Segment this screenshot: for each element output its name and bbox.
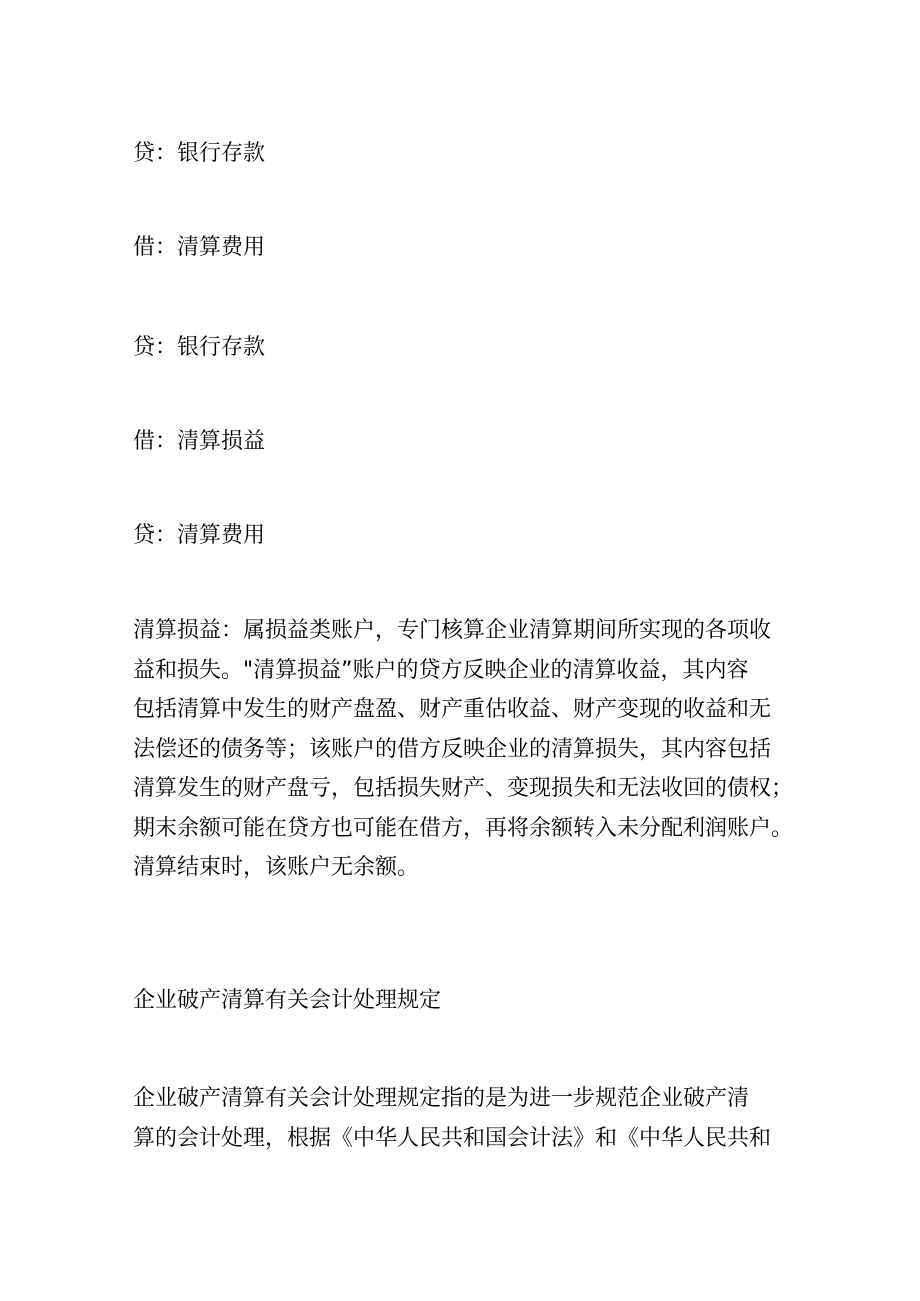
definition-line: 包括清算中发生的财产盘盈、财产重估收益、财产变现的收益和无 xyxy=(133,697,772,722)
definition-line: 益和损失。"清算损益”账户的贷方反映企业的清算收益，其内容 xyxy=(133,657,749,683)
section-title: 企业破产清算有关会计处理规定 xyxy=(133,988,442,1013)
definition-line: 清算结束时，该账户无余额。 xyxy=(133,855,420,880)
section-body-paragraph xyxy=(133,1079,813,1158)
definition-line: 清算发生的财产盘亏，包括损失财产、变现损失和无法收回的债权； xyxy=(133,776,794,801)
journal-entry-credit-bank-deposit-1: 贷：银行存款 xyxy=(133,141,266,166)
journal-entry-credit-liquidation-expense: 贷：清算费用 xyxy=(133,523,266,548)
journal-entry-debit-liquidation-profit-loss: 借：清算损益 xyxy=(133,429,266,454)
body-line: 企业破产清算有关会计处理规定指的是为进一步规范企业破产清 xyxy=(133,1086,750,1111)
definition-line: 法偿还的债务等；该账户的借方反映企业的清算损失，其内容包括 xyxy=(133,736,772,762)
body-line: 算的会计处理，根据《中华人民共和国会计法》和《中华人民共和 xyxy=(133,1125,772,1151)
definition-line: 清算损益：属损益类账户，专门核算企业清算期间所实现的各项收 xyxy=(133,618,772,643)
journal-entry-credit-bank-deposit-2: 贷：银行存款 xyxy=(133,335,266,360)
journal-entry-debit-liquidation-expense: 借：清算费用 xyxy=(133,235,266,260)
definition-line: 期末余额可能在贷方也可能在借方，再将余额转入未分配利润账户。 xyxy=(133,815,794,841)
liquidation-profit-loss-definition xyxy=(133,611,813,888)
